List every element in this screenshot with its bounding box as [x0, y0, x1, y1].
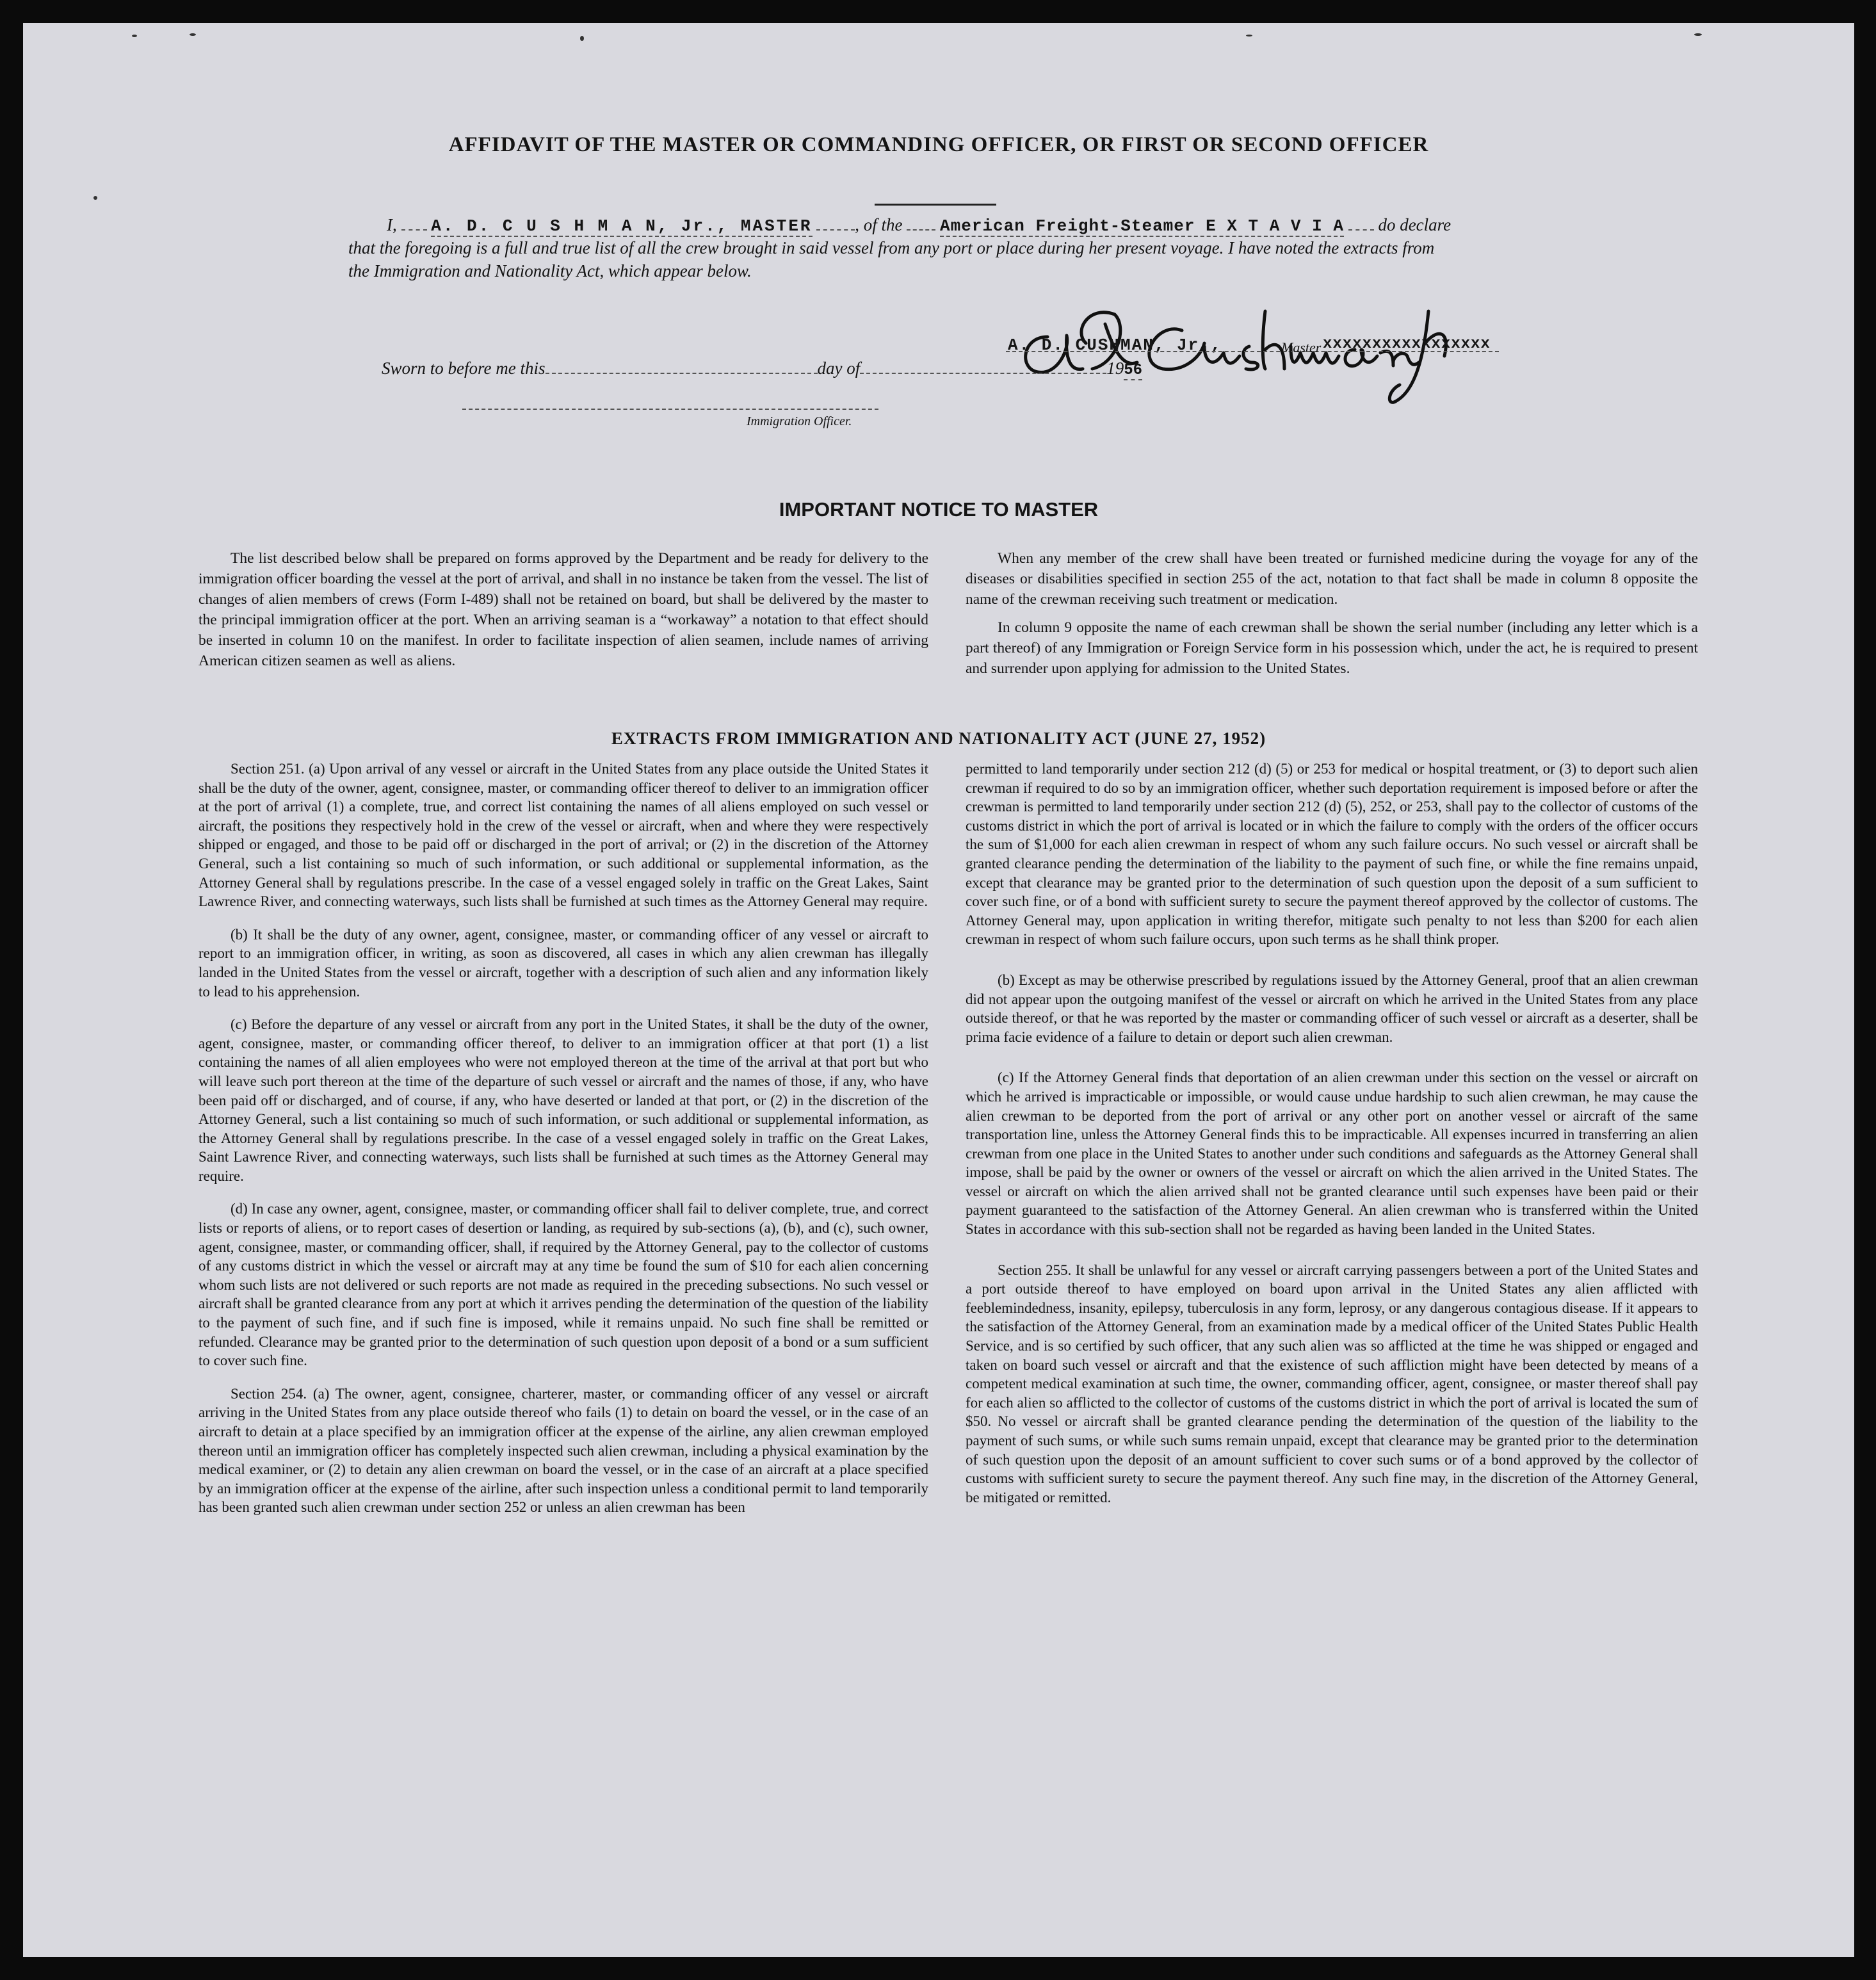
section-254a-continued: permitted to land temporarily under section 212 (d) (5) or 253 for medical or hospital treatment, or (3) to deport such alien crewman if required to do so by an immigration officer, whether such deportation requirement is imposed before or after the crewman is permitted to land temporarily under section 212 (d) (5), 252, or 253, shall pay to the collector of customs of the customs district in which the port of arrival is located or in which the failure to comply with the orders of the officer occurs the sum of $1,000 for each alien crewman in respect of whom any such failure occurs. No such vessel or aircraft shall be granted clearance pending the determination of the liability to the payment of such fine, or while the fine remains unpaid, except that clearance may be granted prior to the determination of such question upon the deposit of a sum sufficient to cover such fine, or of a bond with sufficient surety to secure the payment thereof approved by the collector of customs. The Attorney General may, upon application in writing therefor, mitigate such penalty to not less than $200 for each alien crewman in respect of whom such failure occurs, upon such terms as he shall think proper.: [966, 761, 1698, 948]
officer-label: Immigration Officer.: [747, 414, 852, 428]
struck-officer-titles: xxxxxxxxxxxxxxxxx: [1323, 336, 1491, 353]
scan-speck: [190, 33, 196, 36]
sworn-line: [382, 359, 1142, 379]
extracts-right-column: [966, 759, 1698, 1521]
affidavit-title: AFFIDAVIT OF THE MASTER OR COMMANDING OFFICER, OR FIRST OR SECOND OFFICER: [448, 133, 1429, 156]
section-254c: (c) If the Attorney General finds that deportation of an alien crewman under this section on the vessel or aircraft on which he arrived is impracticable or impossible, or would cause undue hardship to such alien crewman, he may cause the alien crewman to be deported from the port of arrival or any other port on another vessel or aircraft of the same transportation line, unless the Attorney General finds this to be impracticable. All expenses incurred in transferring an alien crewman from one place in the United States to another under such conditions and safeguards as the Attorney General shall impose, shall be paid by the owner or owners of the vessel or aircraft on which the alien arrived in the United States. The vessel or aircraft on which the alien arrived shall not be granted clearance until such expenses have been paid or their payment guaranteed to the satisfaction of the Attorney General. An alien crewman who is transferred within the United States in accordance with this sub-section shall not be regarded as having been landed in the United States.: [966, 1069, 1698, 1238]
year-typed: 56: [1124, 362, 1143, 379]
typed-signer-name: A. D. CUSHMAN, Jr.,: [1008, 336, 1222, 355]
sworn-prefix: Sworn to before me this: [382, 359, 546, 378]
extracts-left-column: [198, 759, 928, 1531]
statement-line-2: the Immigration and Nationality Act, which appear below.: [348, 261, 752, 280]
scan-speck: [1694, 33, 1702, 36]
section-251d: (d) In case any owner, agent, consignee, master, or commanding officer shall fail to deliver complete, true, and correct lists or reports of aliens, or to report cases of desertion or landing, as required by sub-sections (a), (b), and (c), such owner, agent, consignee, master, or commanding officer, shall, if required by the Attorney General, pay to the collector of customs of any customs district in which the vessel or aircraft may at any time be found the sum of $10 for each alien concerning whom such lists are not delivered or such reports are not made as required in the preceding subsections. No such vessel or aircraft shall be granted clearance from any port at which it arrives pending the determination of the question of the liability to the payment of such fine, and if such fine is imposed, while it remains unpaid. No such fine shall be remitted or refunded. Clearance may be granted prior to the determination of such question upon deposit of a bond or a sum sufficient to cover such fine.: [198, 1201, 928, 1369]
document-page: [23, 23, 1854, 1957]
section-255: Section 255. It shall be unlawful for any vessel or aircraft carrying passengers between a port of the United States and a port outside thereof to have employed on board upon arrival in the United States any alien afflicted with feeblemindedness, insanity, epilepsy, tuberculosis in any form, leprosy, or any dangerous contagious disease. If it appears to the satisfaction of the Attorney General, from an examination made by a medical officer of the United States Public Health Service, and is so certified by such officer, that any such alien was so afflicted at the time he was shipped or engaged and taken on board such vessel or aircraft and that the existence of such affliction might have been detected by means of a competent medical examination at such time, the owner, commanding officer, agent, consignee, or master thereof shall pay for each alien so afflicted to the collector of customs of the customs district in which the port of arrival is located the sum of $50. No vessel or aircraft shall be granted clearance pending the determination of the question of the liability to the payment of such sums, or while such sums remain unpaid, except that clearance may be granted prior to the determination of such question upon the deposit of an amount sufficient to cover such sums or of a bond approved by the collector of customs with sufficient surety to secure the payment thereof. Any such fine may, in the discretion of the Attorney General, be mitigated or remitted.: [966, 1262, 1698, 1505]
declaration-line: [387, 215, 1546, 236]
scan-speck: [1246, 35, 1252, 37]
section-251a: Section 251. (a) Upon arrival of any vessel or aircraft in the United States from any place outside the United States it shall be the duty of the owner, agent, consignee, master, or commanding officer thereof to deliver to an immigration officer at the port of arrival (1) a complete, true, and correct list containing the names of all aliens employed on such vessel or aircraft, the positions they respectively hold in the crew of the vessel or aircraft, when and where they were respectively shipped or engaged, and those to be paid off or discharged in the port of arrival; or (2) in the discretion of the Attorney General, such a list containing so much of such information, or such additional or supplemental information, as the Attorney General shall by regulations prescribe. In the case of a vessel engaged solely in traffic on the Great Lakes, Saint Lawrence River, and connecting waterways, such lists shall be furnished at such times as the Attorney General may require.: [198, 761, 928, 910]
master-label: Master: [1281, 339, 1322, 355]
notice-title: IMPORTANT NOTICE TO MASTER: [779, 498, 1099, 521]
officer-signature-line: [462, 409, 878, 410]
declarant-name: A. D. C U S H M A N, Jr., MASTER: [431, 216, 813, 236]
statement-line-1: that the foregoing is a full and true list of all the crew brought in said vessel from any port or place during her present voyage. I have noted the extracts from: [348, 238, 1435, 257]
blank-month: [860, 369, 1106, 374]
of-the-label: , of the: [855, 215, 903, 234]
notice-paragraph: In column 9 opposite the name of each crewman shall be shown the serial number (including any letter which is a part thereof) of any Immigration or Foreign Service form in his possession which, under the act, he is required to present and surrender upon applying for admission to the United States.: [966, 619, 1698, 677]
section-251b: (b) It shall be the duty of any owner, agent, consignee, master, or commanding officer of any vessel or aircraft to report to an immigration officer, in writing, as soon as discovered, all cases in which any alien crewman has illegally landed in the United States from the vessel or aircraft, together with a description of such alien and any information likely to lead to his apprehension.: [198, 926, 928, 1000]
fill-dash: [401, 225, 427, 231]
fill-dash: [1348, 225, 1374, 231]
extracts-title: EXTRACTS FROM IMMIGRATION AND NATIONALITY ACT (JUNE 27, 1952): [611, 729, 1266, 748]
notice-right-column: [966, 548, 1698, 693]
declarant-prefix: I,: [387, 215, 397, 234]
day-of-label: day of: [817, 359, 861, 378]
do-declare-label: do declare: [1378, 215, 1451, 234]
scan-speck: [132, 35, 137, 37]
title-rule: [875, 204, 996, 206]
scan-speck: [93, 196, 97, 200]
scan-speck: [580, 36, 584, 41]
section-254a: Section 254. (a) The owner, agent, consignee, charterer, master, or commanding officer of any vessel or aircraft arriving in the United States from any place outside thereof who fails (1) to detain on board the vessel, or in the case of an aircraft to detain at a place specified by an immigration officer at the expense of the airline, any alien crewman employed thereon until an immigration officer has completely inspected such alien crewman, including a physical examination by the medical examiner, or (2) to detain any alien crewman on board the vessel, or in the case of an aircraft at a place specified by an immigration officer at the expense of the airline, after such inspection unless a conditional permit to land temporarily has been granted such alien crewman under section 252 or unless an alien crewman has been: [198, 1385, 928, 1516]
notice-paragraph: The list described below shall be prepared on forms approved by the Department and be ready for delivery to the immigration officer boarding the vessel at the port of arrival, and shall in no instance be taken from the vessel. The list of changes of alien members of crews (Form I-489) shall not be retained on board, but shall be delivered by the master to the principal immigration officer at the port. When an arriving seaman is a “workaway” a notation to that effect should be inserted in column 10 on the manifest. In order to facilitate inspection of alien seamen, include names of arriving American citizen seamen as well as aliens.: [198, 550, 928, 669]
section-251c: (c) Before the departure of any vessel or aircraft from any port in the United States, it shall be the duty of the owner, agent, consignee, master, or commanding officer thereof, to deliver to an immigration officer at that port (1) a list containing the names of all alien employees who were not employed thereon at the time of the arrival at that port but who will leave such port thereon at the time of the departure of such vessel or aircraft and the names of those, if any, who have been paid off or discharged, and of course, if any, who have deserted or landed at that port, or (2) in the discretion of the Attorney General, such a list containing so much of such information, or such additional or supplemental information, as the Attorney General shall by regulations prescribe. In the case of a vessel engaged solely in traffic on the Great Lakes, Saint Lawrence River, and connecting waterways, such lists shall be furnished at such times as the Attorney General may require.: [198, 1016, 928, 1184]
fill-dash: [907, 225, 935, 231]
fill-dash: [816, 225, 855, 231]
notice-paragraph: When any member of the crew shall have been treated or furnished medicine during the voyage for any of the diseases or disabilities specified in section 255 of the act, notation to that fact shall be made in column 8 opposite the name of the crewman receiving such treatment or medication.: [966, 550, 1698, 608]
notice-left-column: [198, 548, 928, 685]
vessel-name: American Freight-Steamer E X T A V I A: [940, 216, 1344, 236]
blank-date-day: [546, 369, 818, 374]
year-prefix: 19: [1106, 359, 1124, 378]
section-254b: (b) Except as may be otherwise prescribed by regulations issued by the Attorney General, proof that an alien crewman did not appear upon the outgoing manifest of the vessel or aircraft on which he arrived in the United States from any place outside thereof, or that he was reported by the master or commanding officer of such vessel or aircraft as a deserter, shall be prima facie evidence of a failure to detain or deport such alien crewman.: [966, 971, 1698, 1045]
